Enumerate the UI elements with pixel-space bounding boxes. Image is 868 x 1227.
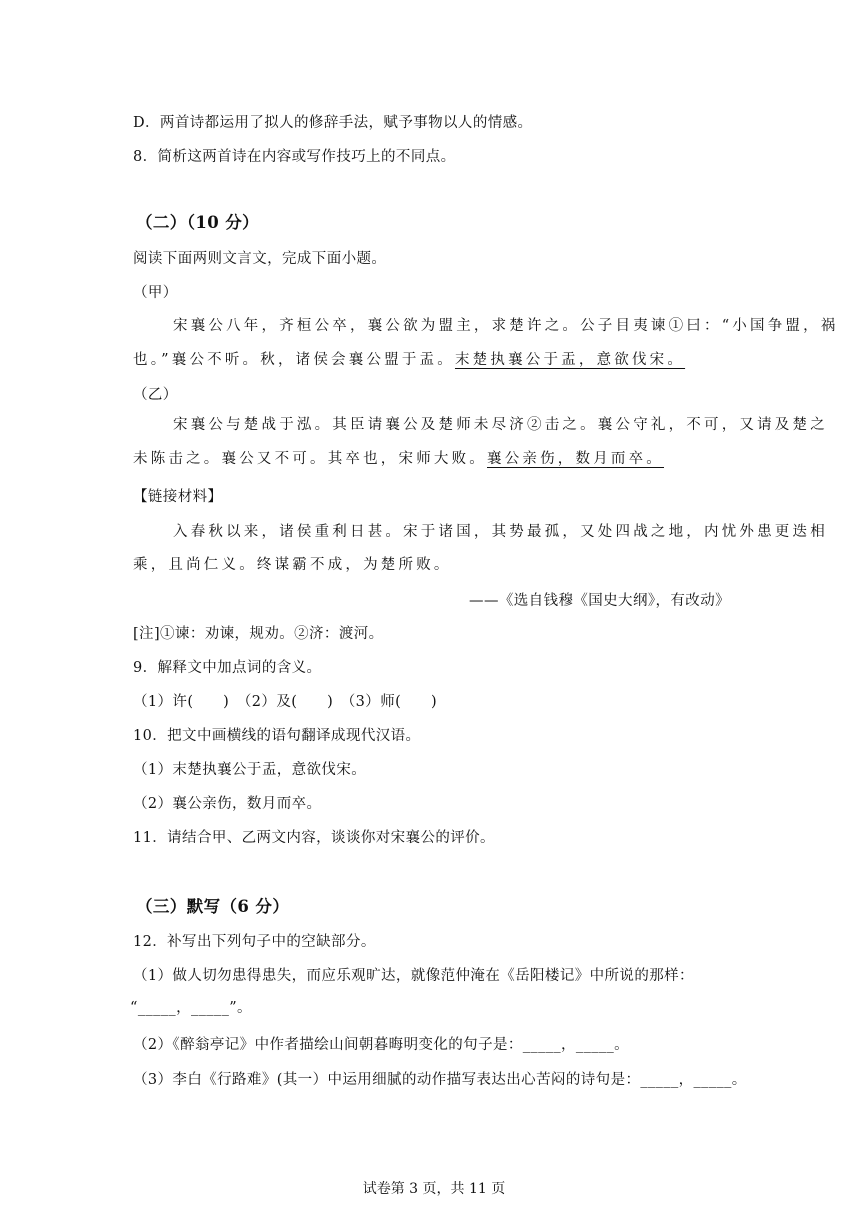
passage-yi-underlined: 襄公亲伤，数月而卒。 xyxy=(487,451,664,467)
passage-jia-text-2: 也。”襄公不听。秋，诸侯会襄公盟于盂。 xyxy=(133,352,455,368)
question-12-part-3: （3）李白《行路难》(其一）中运用细腻的动作描写表达出心苦闷的诗句是：_____，_____。 xyxy=(133,1072,747,1088)
question-8: 8．简析这两首诗在内容或写作技巧上的不同点。 xyxy=(133,149,456,165)
section-2-intro: 阅读下面两则文言文，完成下面小题。 xyxy=(133,251,387,267)
passage-yi-line-1 xyxy=(173,415,828,435)
passage-jia-line-1 xyxy=(173,316,839,336)
question-9: 9．解释文中加点词的含义。 xyxy=(133,660,322,676)
question-12-part-1-blanks: “_____，_____”。 xyxy=(130,1000,252,1016)
question-12-part-1: （1）做人切勿患得患失，而应乐观旷达，就像范仲淹在《岳阳楼记》中所说的那样： xyxy=(133,968,694,984)
question-9-items: （1）许( ) （2）及( ) （3）师( ) xyxy=(133,694,438,710)
footnote: [注]①谏：劝谏，规劝。②济：渡河。 xyxy=(133,626,384,642)
passage-yi-line-2 xyxy=(133,449,664,469)
section-3-title: （三）默写（6 分） xyxy=(136,897,290,916)
passage-yi-label: （乙） xyxy=(133,387,178,403)
link-material-line-1: 入春秋以来，诸侯重利日甚。宋于诸国，其势最孤，又处四战之地，内忧外患更迭相 xyxy=(173,524,828,540)
passage-jia-text-1: 宋襄公八年，齐桓公卒，襄公欲为盟主，求楚许之。公子目夷谏①曰：“小国争盟，祸 xyxy=(173,318,839,334)
page-footer: 试卷第 3 页，共 11 页 xyxy=(362,1181,506,1197)
option-d: D．两首诗都运用了拟人的修辞手法，赋予事物以人的情感。 xyxy=(133,115,533,131)
passage-jia-line-2 xyxy=(133,350,685,370)
question-10: 10．把文中画横线的语句翻译成现代汉语。 xyxy=(133,728,421,744)
passage-jia-underlined: 末楚执襄公于盂，意欲伐宋。 xyxy=(454,352,686,368)
passage-jia-label: （甲） xyxy=(133,285,178,301)
question-10-part-1: （1）末楚执襄公于盂，意欲伐宋。 xyxy=(133,762,367,778)
question-12-part-2: （2）《醉翁亭记》中作者描绘山间朝暮晦明变化的句子是：_____，_____。 xyxy=(133,1037,630,1053)
question-10-part-2: （2）襄公亲伤，数月而卒。 xyxy=(133,796,322,812)
question-11: 11．请结合甲、乙两文内容，谈谈你对宋襄公的评价。 xyxy=(133,830,495,846)
section-2-title: （二）（10 分） xyxy=(136,213,260,232)
question-12: 12．补写出下列句子中的空缺部分。 xyxy=(133,934,376,950)
passage-yi-text-1: 宋襄公与楚战于泓。其臣请襄公及楚师未尽济②击之。襄公守礼，不可，又请及楚之 xyxy=(173,417,828,433)
link-material-line-2: 乘，且尚仁义。终谋霸不成，为楚所败。 xyxy=(133,557,452,573)
source-citation: ——《选自钱穆《国史大纲》，有改动》 xyxy=(469,593,730,609)
link-material-label: 【链接材料】 xyxy=(133,489,223,505)
passage-yi-text-2: 未陈击之。襄公又不可。其卒也，宋师大败。 xyxy=(133,451,487,467)
